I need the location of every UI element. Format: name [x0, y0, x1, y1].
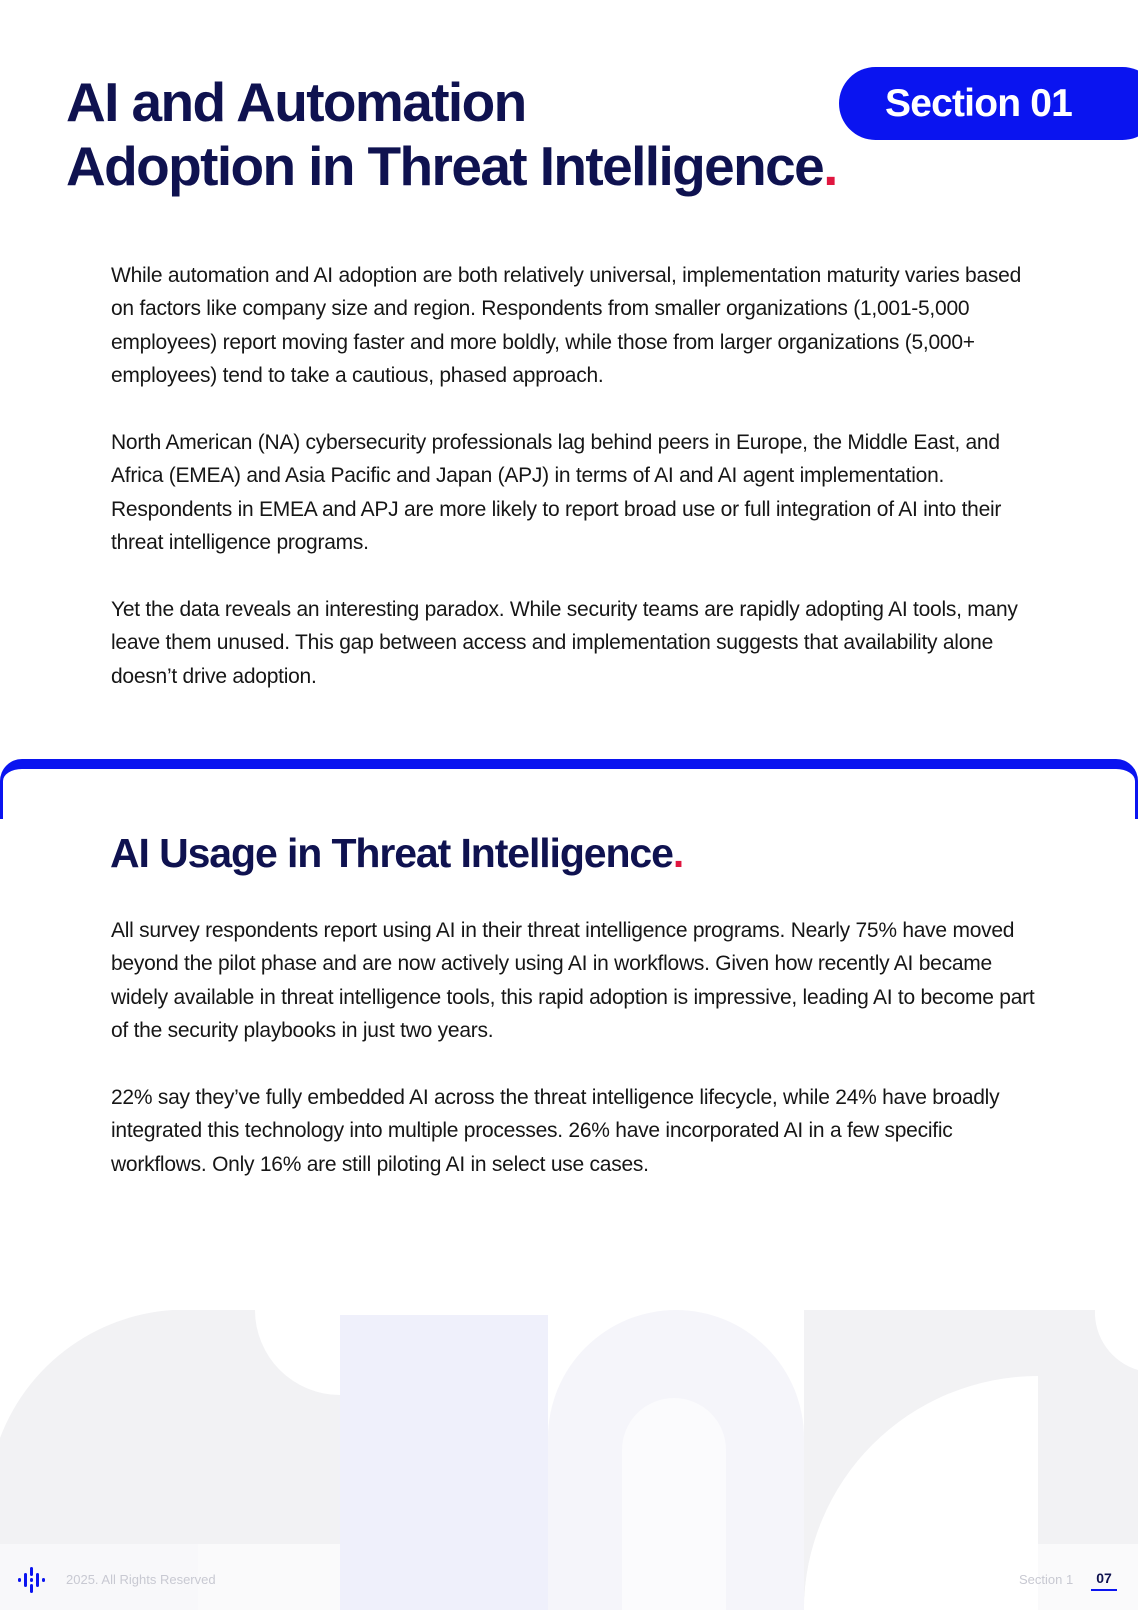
footer-copyright: 2025. All Rights Reserved — [66, 1572, 216, 1587]
footer-section-label: Section 1 — [1019, 1572, 1074, 1587]
page-title-line-2 — [66, 134, 837, 198]
intro-paragraph-1: While automation and AI adoption are both relatively universal, implementation maturity varies based on factors like company size and region. Respondents from smaller organizations (1,001-5,000 employees) report moving faster and more boldly, while those from larger organizations (5,000+ employees) tend to take a cautious, phased approach. — [111, 264, 1022, 388]
waveform-logo-icon — [18, 1567, 48, 1593]
section-card-border — [0, 759, 1138, 819]
page-title — [66, 70, 837, 198]
decorative-background — [0, 1310, 1138, 1610]
section-heading — [110, 828, 683, 878]
intro-paragraph-2: North American (NA) cybersecurity professionals lag behind peers in Europe, the Middle East, and Africa (EMEA) and Asia Pacific and Japan (APJ) in terms of AI and AI agent implementation. Respondents in EMEA and APJ are more likely to report broad use or full integration of AI into their threat intelligence programs. — [111, 431, 1002, 555]
page-number: 07 — [1091, 1570, 1117, 1591]
usage-paragraph-1: All survey respondents report using AI in their threat intelligence programs. Nearly 75% have moved beyond the pilot phase and are now actively using AI in workflows. Given how recently AI became widely available in threat intelligence tools, this rapid adoption is impressive, leading AI to become part of the security playbooks in just two years. — [111, 919, 1035, 1043]
section-heading-accent-dot: . — [672, 830, 684, 876]
usage-paragraph-2: 22% say they’ve fully embedded AI across the threat intelligence lifecycle, while 24% have broadly integrated this technology into multiple processes. 26% have incorporated AI in a few specific workflows. Only 16% are still piloting AI in select use cases. — [111, 1086, 1000, 1176]
section-badge — [839, 67, 1138, 140]
page-title-line-2-text: Adoption in Threat Intelligence — [66, 135, 824, 197]
title-accent-dot: . — [823, 135, 837, 197]
page-title-line-1: AI and Automation — [66, 71, 526, 133]
section-heading-text: AI Usage in Threat Intelligence — [110, 830, 673, 876]
section-badge-label: Section 01 — [885, 81, 1073, 125]
intro-paragraph-3: Yet the data reveals an interesting paradox. While security teams are rapidly adopting AI tools, many leave them unused. This gap between access and implementation suggests that availability alone doesn’t drive adoption. — [111, 598, 1018, 688]
